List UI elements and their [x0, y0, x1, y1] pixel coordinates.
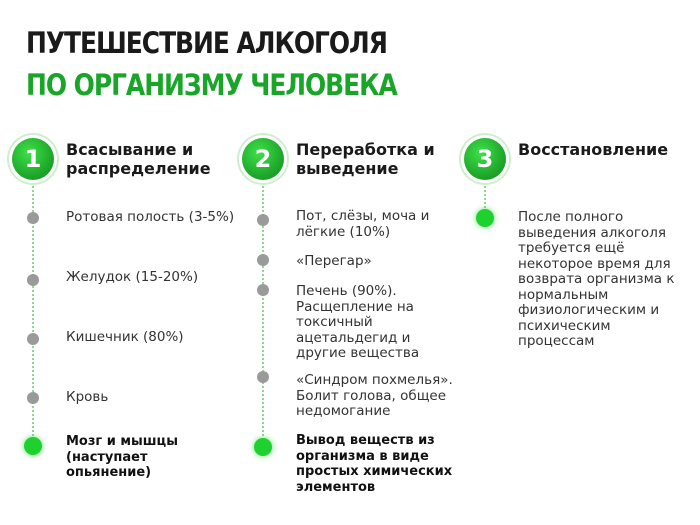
timeline-marker-gray — [27, 274, 39, 286]
timeline-marker-gray — [257, 284, 269, 296]
stage-column-2 — [240, 0, 465, 525]
timeline-item: «Синдром похмелья». Болит голова, общее недомогание — [296, 372, 453, 419]
timeline-marker-gray — [257, 214, 269, 226]
timeline-dotted-line — [484, 182, 486, 212]
timeline-item: Пот, слёзы, моча и лёгкие (10%) — [296, 208, 430, 240]
timeline-item: Кровь — [66, 389, 109, 405]
timeline-marker-gray — [27, 392, 39, 404]
timeline-marker-gray — [257, 371, 269, 383]
timeline-item: «Перегар» — [296, 253, 372, 269]
page-subtitle: ПО ОРГАНИЗМУ ЧЕЛОВЕКА — [26, 68, 397, 102]
timeline-marker-green — [254, 438, 272, 456]
timeline-item: Ротовая полость (3-5%) — [66, 209, 235, 225]
stage-column-1 — [10, 0, 235, 525]
stage-column-3 — [462, 0, 697, 525]
timeline-item-final: Мозг и мышцы (наступает опьянение) — [66, 434, 178, 480]
timeline-item: Печень (90%). Расщепление на токсичный ацетальдегид и другие вещества — [296, 283, 420, 361]
timeline-item-final: Вывод веществ из организма в виде простых химических элементов — [296, 433, 453, 495]
timeline-marker-gray — [27, 212, 39, 224]
step-number-badge: 1 — [12, 138, 54, 180]
timeline-marker-gray — [257, 254, 269, 266]
step-number-badge: 3 — [464, 138, 506, 180]
stage-heading: Всасывание и распределение — [66, 140, 211, 178]
timeline-item: После полного выведения алкоголя требуется ещё некоторое время для возврата организма к нормальным физиологическим и психическим процессам — [518, 209, 675, 349]
page-title: ПУТЕШЕСТВИЕ АЛКОГОЛЯ — [26, 26, 387, 60]
timeline-marker-green — [476, 209, 494, 227]
stage-heading: Переработка и выведение — [296, 140, 435, 178]
timeline-marker-gray — [27, 333, 39, 345]
stage-heading: Восстановление — [518, 140, 669, 159]
timeline-marker-green — [24, 437, 42, 455]
timeline-item: Кишечник (80%) — [66, 329, 184, 345]
step-number-badge: 2 — [242, 138, 284, 180]
timeline-item: Желудок (15-20%) — [66, 269, 199, 285]
